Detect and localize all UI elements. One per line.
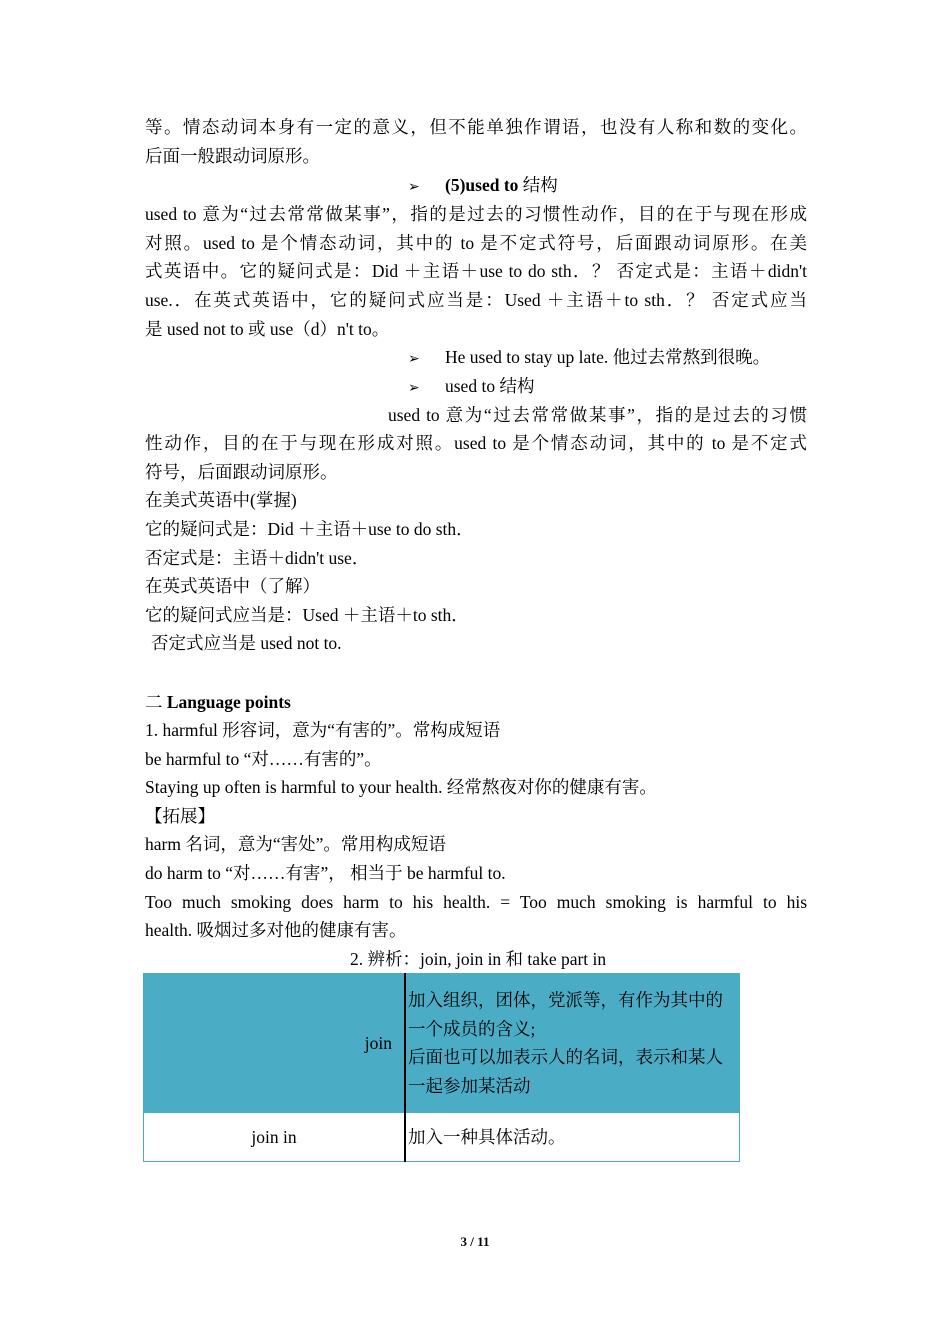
paragraph-line: 性动作，目的在于与现在形成对照。used to 是个情态动词，其中的 to 是不定式 [145, 433, 807, 453]
table-cell-term: join [144, 974, 406, 1113]
paragraph-line: be harmful to “对……有害的”。 [145, 749, 382, 769]
paragraph-line: 它的疑问式应当是：Used ＋主语＋to sth． [145, 605, 469, 625]
arrow-bullet-icon: ➢ [408, 380, 420, 396]
paragraph-line: 式英语中。它的疑问式是：Did ＋主语＋use to do sth．？ 否定式是：主语＋didn't [145, 261, 807, 281]
paragraph-line: 在英式英语中（了解） [145, 576, 320, 596]
bullet-text: He used to stay up late. 他过去常熬到很晚。 [445, 347, 771, 367]
comparison-table [143, 973, 740, 1162]
section-title: Language points [166, 692, 291, 712]
paragraph-line: 1. harmful 形容词，意为“有害的”。常构成短语 [145, 720, 501, 740]
arrow-bullet-icon: ➢ [408, 179, 420, 195]
table-cell-description [405, 1113, 740, 1162]
cell-line: 一个成员的含义; [408, 1018, 536, 1039]
bullet-heading [408, 372, 534, 400]
paragraph-line: do harm to “对……有害”， 相当于 be harmful to. [145, 863, 506, 883]
cell-line: 加入一种具体活动。 [408, 1126, 566, 1147]
paragraph-line: 对照。used to 是个情态动词，其中的 to 是不定式符号，后面跟动词原形。在美 [145, 233, 807, 253]
paragraph-line: 后面一般跟动词原形。 [145, 146, 320, 166]
paragraph-line: 是 used not to 或 use（d）n't to。 [145, 319, 390, 339]
paragraph-line: used to 意为“过去常常做某事”，指的是过去的习惯性动作，目的在于与现在形成 [145, 204, 807, 224]
heading-suffix: 结构 [518, 175, 558, 195]
paragraph-line: 等。情态动词本身有一定的意义，但不能单独作谓语，也没有人称和数的变化。 [145, 117, 807, 137]
paragraph-line: 否定式是：主语＋didn't use． [145, 548, 370, 568]
table-cell-description [405, 974, 740, 1113]
table-row [144, 974, 740, 1113]
cell-line: 加入组织，团体，党派等，有作为其中的 [408, 990, 723, 1010]
bullet-text: used to 结构 [445, 376, 535, 396]
paragraph-line: 2. 辨析：join, join in 和 take part in [350, 949, 607, 969]
heading-label: (5)used to [445, 175, 519, 195]
table-cell-term: join in [144, 1113, 406, 1162]
paragraph-line: harm 名词，意为“害处”。常用构成短语 [145, 834, 446, 854]
paragraph-line: 【拓展】 [145, 806, 215, 826]
section-heading [145, 688, 291, 716]
paragraph-line: 在美式英语中(掌握) [145, 490, 297, 510]
bullet-example [408, 343, 770, 371]
table-row [144, 1113, 740, 1162]
paragraph-line: use.．在英式英语中，它的疑问式应当是：Used ＋主语＋to sth．？ 否定式应当 [145, 290, 807, 310]
page-number: 3 / 11 [460, 1234, 490, 1249]
heading-used-to-structure [408, 171, 558, 199]
paragraph-line: 否定式应当是 used not to. [151, 633, 342, 653]
paragraph-line: 符号，后面跟动词原形。 [145, 462, 338, 482]
paragraph-line: Too much smoking does harm to his health. = Too much smoking is harmful to his [145, 892, 807, 912]
cell-line: 一起参加某活动 [408, 1075, 531, 1096]
paragraph-line: Staying up often is harmful to your health. 经常熬夜对你的健康有害。 [145, 777, 657, 797]
arrow-bullet-icon: ➢ [408, 351, 420, 367]
section-number: 二 [145, 692, 167, 712]
cell-line: 后面也可以加表示人的名词，表示和某人 [408, 1047, 723, 1067]
paragraph-line: 它的疑问式是：Did ＋主语＋use to do sth． [145, 519, 474, 539]
paragraph-line: used to 意为“过去常常做某事”，指的是过去的习惯 [388, 405, 807, 425]
paragraph-line: health. 吸烟过多对他的健康有害。 [145, 920, 407, 940]
